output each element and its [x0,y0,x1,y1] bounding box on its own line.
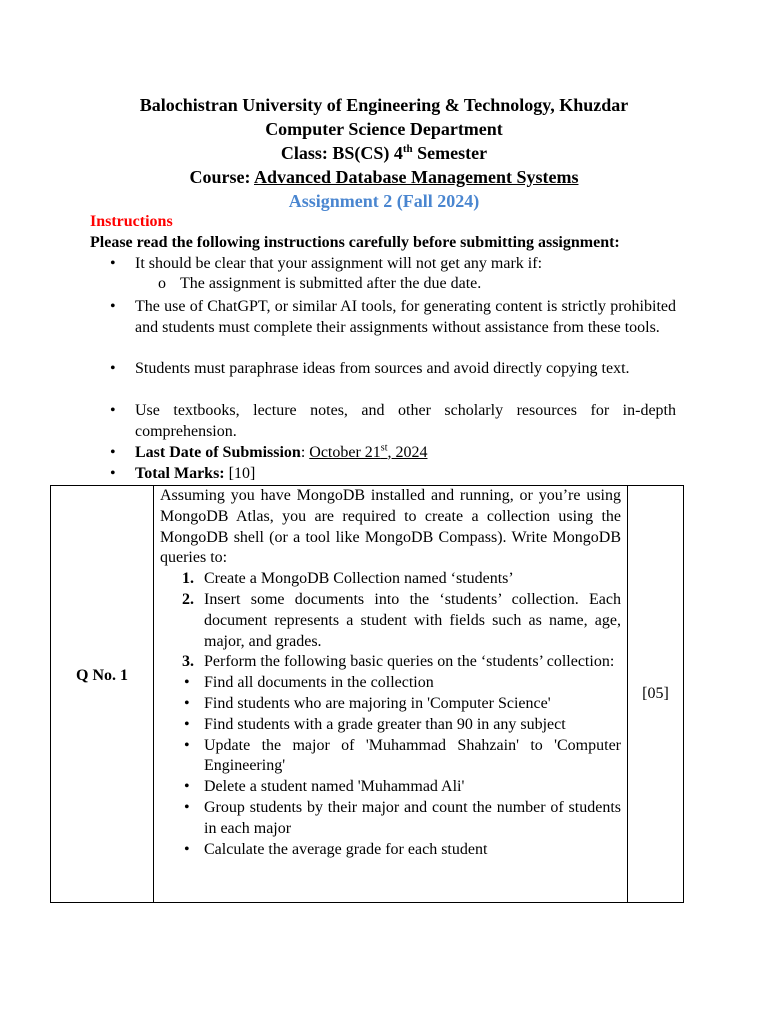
total-marks-label: Total Marks: [135,465,225,482]
query-task [160,715,621,736]
bullet-icon: • [184,840,190,858]
question-number-cell [51,486,154,903]
question-table [50,485,684,903]
total-marks-value: [10] [224,465,256,482]
question-step [160,569,621,590]
instruction-bullet [110,401,676,442]
deadline-label: Last Date of Submission [135,444,301,461]
question-row [51,486,684,903]
step-text: Perform the following basic queries on the ‘students’ collection: [204,653,615,671]
instruction-text: The use of ChatGPT, or similar AI tools, for generating content is strictly prohibited and students must complete their assignments without assistance from these tools. [135,298,676,336]
class-prefix: Class: BS(CS) 4 [280,143,403,163]
bullet-icon: • [184,798,190,816]
task-text: Group students by their major and count the number of students in each major [204,798,621,837]
instruction-subitem [158,274,481,294]
step-text: Insert some documents into the ‘students’ collection. Each document represents a student with fields such as name, age, major, and grades. [204,590,621,650]
instructions-title: Instructions [90,213,173,230]
deadline-date [309,444,427,461]
class-sup: th [402,143,413,155]
sub-bullet-icon: o [158,275,166,292]
step-number: 3. [182,653,194,671]
bullet-icon: • [184,736,190,754]
bullet-icon: • [110,444,116,461]
query-task [160,694,621,715]
course-label: Course: [189,167,254,187]
query-task [160,777,621,798]
query-task [160,673,621,694]
instruction-bullet [110,359,676,380]
instructions-lead: Please read the following instructions carefully before submitting assignment: [90,234,620,251]
task-text: Find students with a grade greater than 90 in any subject [204,715,566,733]
task-text: Find all documents in the collection [204,674,434,692]
question-marks-cell [628,486,684,903]
question-body-cell [154,486,628,903]
task-text: Delete a student named 'Muhammad Ali' [204,778,465,796]
assignment-title: Assignment 2 (Fall 2024) [288,191,480,211]
question-step [160,652,621,673]
bullet-icon: • [184,778,190,796]
query-task [160,798,621,840]
bullet-icon: • [184,694,190,712]
step-number: 2. [182,590,194,608]
instruction-bullet [110,254,676,275]
bullet-icon: • [184,674,190,692]
class-suffix: Semester [412,143,488,163]
marks-bullet [110,464,676,485]
deadline-date-sup: st [380,442,388,454]
task-text: Update the major of 'Muhammad Shahzain' to 'Computer Engineering' [204,736,621,775]
query-task [160,736,621,778]
bullet-icon: • [110,255,116,272]
deadline-date-year: , 2024 [387,444,428,461]
university-title: Balochistran University of Engineering & Technology, Khuzdar [139,95,629,115]
course-name: Advanced Database Management Systems [254,167,579,187]
instruction-text: Students must paraphrase ideas from sources and avoid directly copying text. [135,360,630,377]
instruction-text: It should be clear that your assignment will not get any mark if: [135,255,543,272]
task-text: Find students who are majoring in 'Computer Science' [204,694,551,712]
question-number: Q No. 1 [76,667,128,684]
deadline-date-main: October 21 [309,444,381,461]
department-title: Computer Science Department [265,119,503,139]
deadline-bullet [110,443,676,464]
course-line [0,165,768,189]
instruction-text: Use textbooks, lecture notes, and other scholarly resources for in-depth comprehension. [135,402,676,440]
bullet-icon: • [110,402,116,419]
task-text: Calculate the average grade for each student [204,840,488,858]
query-task [160,840,621,861]
question-intro: Assuming you have MongoDB installed and running, or you’re using MongoDB Atlas, you are required to create a collection using the MongoDB shell (or a tool like MongoDB Compass). Write MongoDB queries to: [160,487,621,567]
bullet-icon: • [184,715,190,733]
bullet-icon: • [110,298,116,315]
question-marks: [05] [642,685,669,702]
step-number: 1. [182,570,194,588]
bullet-icon: • [110,360,116,377]
deadline-colon: : [300,444,310,461]
question-step [160,590,621,652]
instruction-subtext: The assignment is submitted after the due date. [180,275,482,292]
bullet-icon: • [110,465,116,482]
class-line [0,141,768,165]
step-text: Create a MongoDB Collection named ‘students’ [204,570,514,588]
instruction-bullet [110,297,676,338]
